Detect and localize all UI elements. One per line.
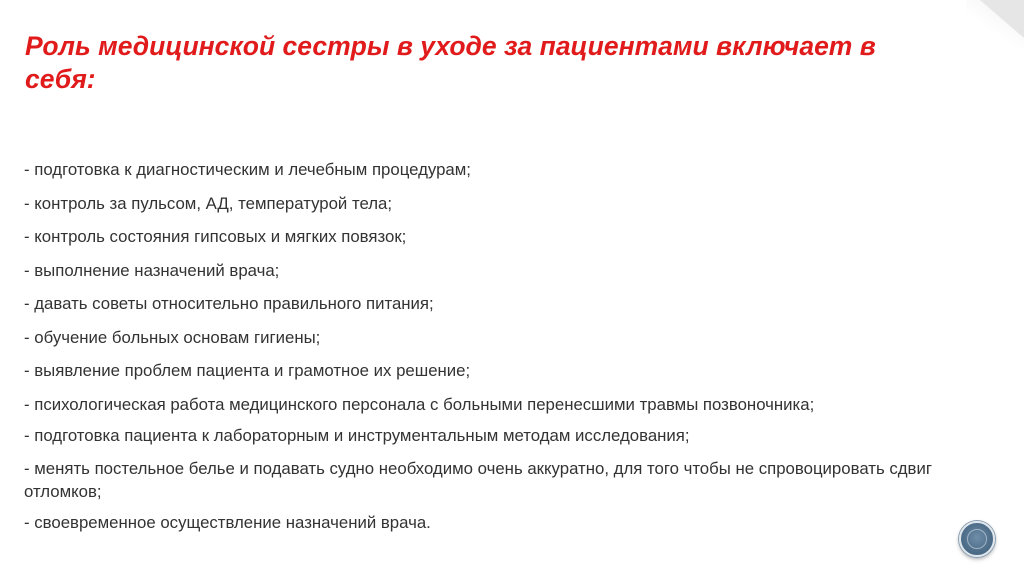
circular-seal-icon <box>959 521 995 557</box>
list-item: - менять постельное белье и подавать судно необходимо очень аккуратно, для того чтобы не спровоцировать сдвиг отломков; <box>24 459 932 501</box>
list-item: - контроль за пульсом, АД, температурой тела; <box>24 193 393 213</box>
care-duties-list <box>24 158 954 545</box>
list-item: - давать советы относительно правильного питания; <box>24 294 434 313</box>
list-item: - обучение больных основам гигиены; <box>24 327 321 347</box>
slide-title: Роль медицинской сестры в уходе за пациентами включает в себя: <box>25 31 876 94</box>
seal-inner-ring <box>967 529 987 549</box>
list-item: - психологическая работа медицинского персонала с больными перенесшими травмы позвоночника; <box>24 394 815 414</box>
list-item: - подготовка к диагностическим и лечебным процедурам; <box>24 160 471 179</box>
list-item: - своевременное осуществление назначений врача. <box>24 513 431 532</box>
list-item: - выполнение назначений врача; <box>24 260 280 280</box>
page-curl-icon <box>980 0 1024 38</box>
list-item: - подготовка пациента к лабораторным и инструментальным методам исследования; <box>24 425 690 445</box>
list-item: - контроль состояния гипсовых и мягких повязок; <box>24 227 407 246</box>
list-item: - выявление проблем пациента и грамотное их решение; <box>24 361 471 380</box>
